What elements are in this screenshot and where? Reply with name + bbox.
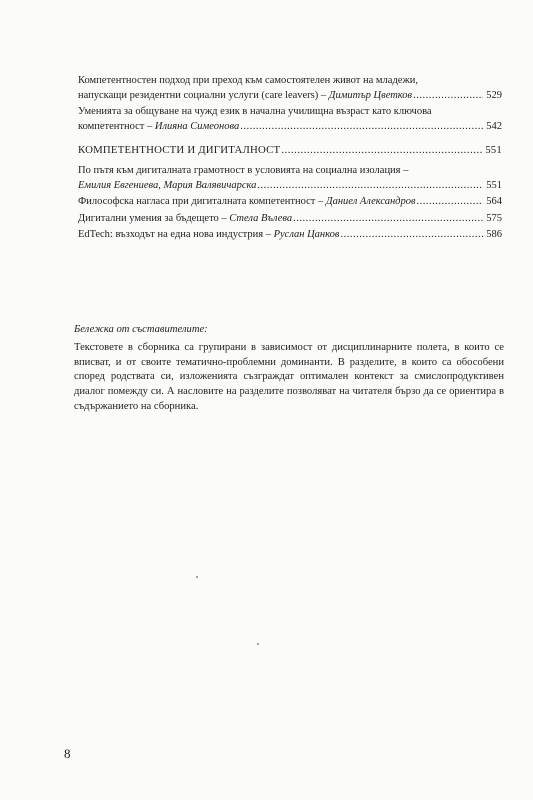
toc-entry-edtech xyxy=(78,228,502,243)
toc-page-number: 529 xyxy=(486,89,502,101)
leader-dots xyxy=(293,212,483,227)
leader-dots xyxy=(413,89,483,104)
toc-entry-foreign-language xyxy=(78,105,502,134)
toc-page-number: 586 xyxy=(486,229,502,241)
toc-entry-author: Илияна Симеонова xyxy=(154,120,240,132)
note-body: Текстовете в сборника са групирани в зависимост от дисциплинарните полета, в които се вписват, и от своите тематично-проблемни доминанти. В разделите, в които са обособени според родствата си, изложенията съзграждат оптимален контекст за смислопродуктивен диалог помежду си. А насловите на разделите позволяват на читателя бързо да се ориентира в съдържанието на сборника. xyxy=(74,341,504,412)
toc-entry-title-line: Компетентностен подход при преход към самостоятелен живот на младежи, xyxy=(78,75,418,86)
leader-dots xyxy=(240,120,483,135)
toc-entry-title: Дигитални умения за бъдещето – xyxy=(78,212,230,224)
toc-entry-digital-literacy xyxy=(78,164,502,193)
toc-entry-title: EdTech: възходът на една нова индустрия – xyxy=(78,229,274,241)
toc-entry-title-line: Уменията за общуване на чужд език в начална училищна възраст като ключова xyxy=(78,106,432,118)
toc-entry-author: Емилия Евгениева, Мария Валявичарска xyxy=(78,179,257,191)
toc-page-number: 542 xyxy=(486,120,502,132)
toc-section-heading xyxy=(78,143,502,158)
paper-speck xyxy=(257,643,259,645)
leader-dots xyxy=(340,228,483,243)
section-title: КОМПЕТЕНТНОСТИ И ДИГИТАЛНОСТ xyxy=(78,144,281,157)
note-heading: Бележка от съставителите: xyxy=(74,324,208,335)
toc-entry-digital-skills xyxy=(78,212,502,227)
toc-entry-author: Даниел Александров xyxy=(325,196,416,208)
toc-entry-title-cont: напускащи резидентни социални услуги (care leavers) – xyxy=(78,89,329,101)
toc-entry-philosophical xyxy=(78,195,502,210)
toc-page-number: 551 xyxy=(485,144,502,157)
toc-entry-author: Стела Вълева xyxy=(229,212,293,224)
leader-dots xyxy=(281,143,482,158)
paper-speck xyxy=(196,576,198,578)
toc-entry-title-line: По пътя към дигиталната грамотност в условията на социална изолация – xyxy=(78,164,409,176)
toc-page-number: 575 xyxy=(486,212,502,224)
toc-page-number: 551 xyxy=(486,179,502,191)
toc-page-number: 564 xyxy=(486,196,502,208)
toc-entry-author: Димитър Цветков xyxy=(328,89,413,101)
leader-dots xyxy=(257,179,483,194)
toc-entry-author: Руслан Цанков xyxy=(273,229,340,241)
toc-entry-care-leavers xyxy=(78,74,502,103)
leader-dots xyxy=(417,195,484,210)
toc-entry-title-cont: компетентност – xyxy=(78,120,155,132)
toc-entry-title: Философска нагласа при дигиталната компетентност – xyxy=(78,196,326,208)
table-of-contents xyxy=(78,74,502,245)
page-number: 8 xyxy=(64,746,71,761)
editors-note xyxy=(74,323,504,415)
